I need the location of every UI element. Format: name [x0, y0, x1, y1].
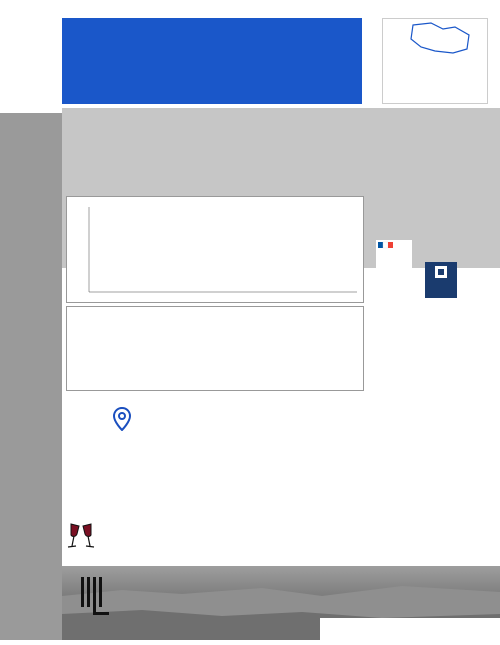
temperature-reconstruction-chart	[66, 196, 364, 303]
temperature-chart-svg	[67, 197, 363, 302]
credit-box	[320, 618, 500, 640]
location-pin-icon	[113, 407, 131, 436]
sgn-map-outline-icon	[383, 19, 487, 103]
wine-glasses-icon	[65, 522, 97, 557]
header-title-box	[62, 18, 362, 104]
meteo-france-mark-icon	[425, 262, 457, 298]
republique-francaise-logo	[376, 240, 412, 292]
sgn-logo	[382, 18, 488, 104]
warm-period-maps-svg	[67, 307, 363, 390]
marianne-flag-icon	[376, 240, 412, 292]
warm-period-maps	[66, 306, 364, 391]
universite-de-lille-mark-icon	[78, 575, 112, 624]
meteo-france-logo	[425, 262, 457, 298]
